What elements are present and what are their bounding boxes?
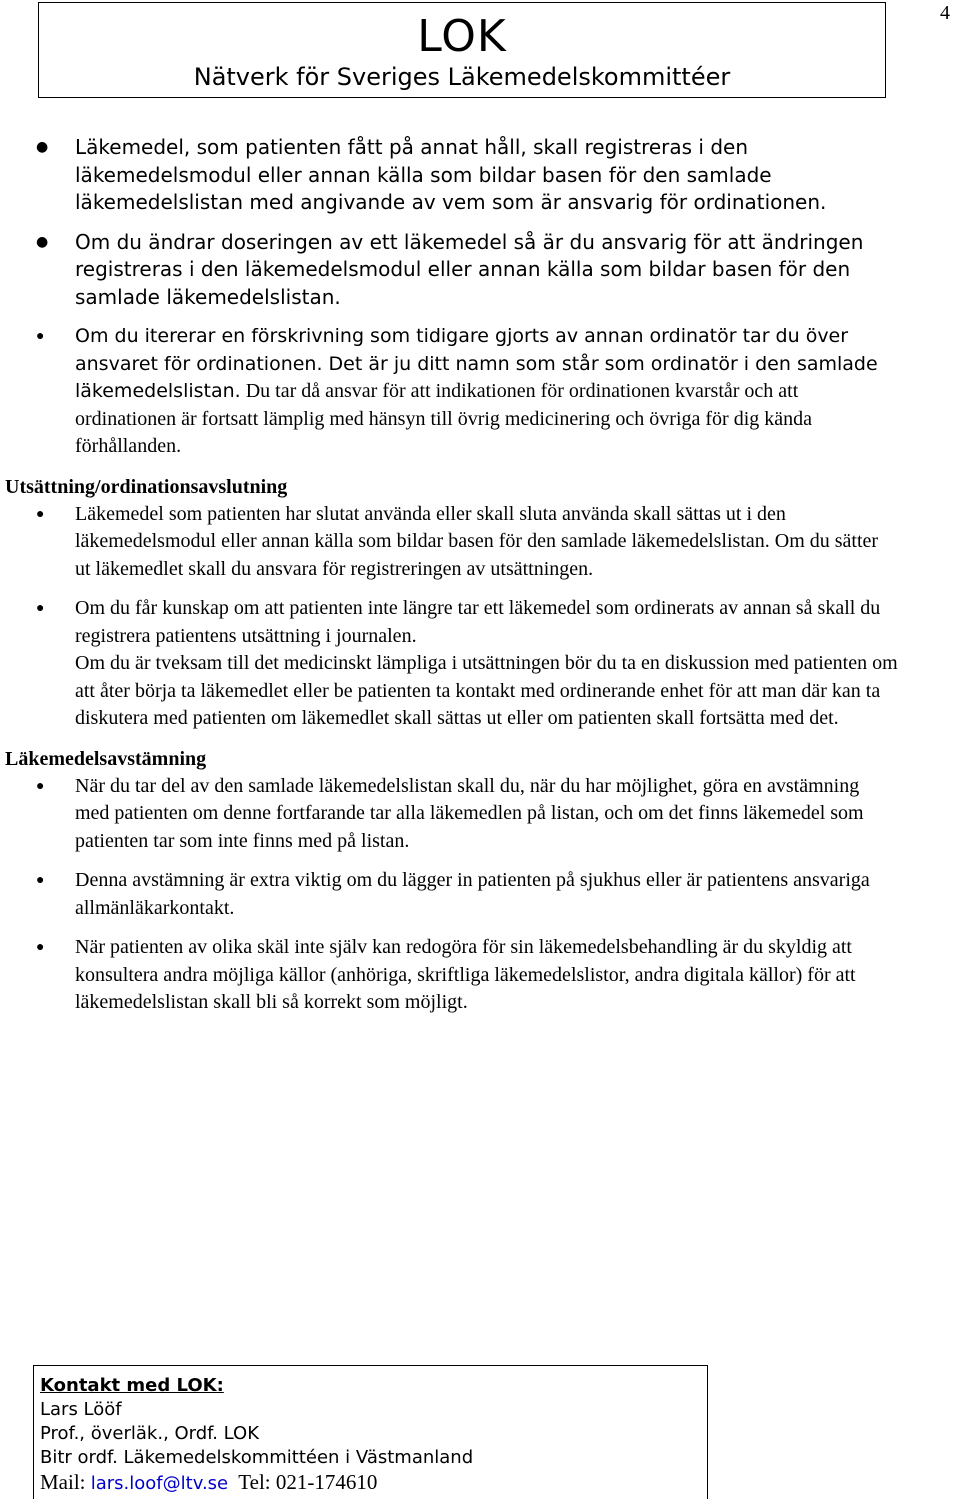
bullet-icon: ● <box>36 329 45 344</box>
list-item <box>0 501 960 584</box>
utsattning-bullet-list <box>0 501 960 733</box>
list-item-text: Läkemedel som patienten har slutat använda eller skall sluta använda skall sättas ut i den läkemedelsmodul eller annan källa som bildar basen för den samlade läkemedelslistan. Om du sätter ut läkemedlet skall du ansvara för registreringen av utsättningen. <box>75 502 879 580</box>
header-subtitle: Nätverk för Sveriges Läkemedelskommittéer <box>193 63 731 91</box>
list-item-text: Denna avstämning är extra viktig om du lägger in patienten på sjukhus eller är patientens ansvariga allmänläkarkontakt. <box>75 869 870 919</box>
list-item-text: Läkemedel, som patienten fått på annat håll, skall registreras i den läkemedelsmodul eller annan källa som bildar basen för den samlade läkemedelslistan med angivande av vem som är ansvarig för ordinationen. <box>75 135 827 214</box>
contact-mail-row <box>40 1470 707 1496</box>
contact-email-link[interactable]: lars.loof@ltv.se <box>90 1473 229 1494</box>
list-item-text-part2: Du tar då ansvar för att indikationen för ordinationen kvarstår och att ordinationen är fortsatt lämplig med hänsyn till övrig medicinering och övriga för dig kända förhållanden. <box>75 380 813 457</box>
list-item <box>0 229 960 312</box>
avstamning-bullet-list <box>0 773 960 1017</box>
document-body <box>0 134 960 1029</box>
list-item-text: När du tar del av den samlade läkemedelslistan skall du, när du har möjlighet, göra en avstämning med patienten om denne fortfarande tar alla läkemedlen på listan, och om det finns läkemedel som patienten tar som inte finns med på listan. <box>75 774 864 852</box>
list-item-text-part1: Om du itererar en förskrivning som tidigare gjorts av annan ordinatör tar du över ansvaret för ordinationen. Det är ju ditt namn som står som ordinatör i den samlade läkemedelslistan. <box>75 325 878 402</box>
list-item <box>0 934 960 1017</box>
list-item <box>0 867 960 922</box>
list-item <box>0 323 960 461</box>
contact-role: Bitr ordf. Läkemedelskommittéen i Västmanland <box>40 1447 474 1468</box>
list-item-text: Om du får kunskap om att patienten inte längre tar ett läkemedel som ordinerats av annan så skall du registrera patientens utsättning i journalen. <box>75 597 881 647</box>
bullet-icon: ● <box>36 601 45 616</box>
bullet-icon: ● <box>36 778 45 794</box>
list-item <box>0 134 960 217</box>
contact-heading: Kontakt med LOK: <box>40 1375 224 1396</box>
bullet-icon: ● <box>36 873 45 888</box>
bullet-icon: ● <box>36 233 49 250</box>
contact-name: Lars Lööf <box>40 1399 122 1420</box>
contact-mail-label: Mail: <box>40 1470 91 1494</box>
intro-bullet-list <box>0 134 960 461</box>
list-item-text: När patienten av olika skäl inte själv kan redogöra för sin läkemedelsbehandling är du skyldig att konsultera andra möjliga källor (anhöriga, skriftliga läkemedelslistor, andra digitala källor) för att läkemedelslistan skall bli så korrekt som möjligt. <box>75 936 856 1013</box>
list-item <box>0 595 960 733</box>
section-heading-utsattning: Utsättning/ordinationsavslutning <box>5 475 288 498</box>
contact-title: Prof., överläk., Ordf. LOK <box>40 1423 260 1444</box>
contact-box <box>33 1365 708 1499</box>
list-item-text-continued: Om du är tveksam till det medicinskt lämpliga i utsättningen bör du ta en diskussion med patienten om att åter börja ta läkemedlet eller be patienten ta kontakt med ordinerande enhet för att man där kan ta diskutera med patienten om läkemedlet skall sättas ut eller om patienten skall fortsätta med det. <box>75 652 898 729</box>
bullet-icon: ● <box>36 506 45 522</box>
bullet-icon: ● <box>36 940 45 955</box>
header-box <box>38 2 886 98</box>
page-number: 4 <box>940 2 950 24</box>
contact-phone: Tel: 021-174610 <box>228 1470 378 1494</box>
list-item <box>0 773 960 856</box>
list-item-text: Om du ändrar doseringen av ett läkemedel så är du ansvarig för att ändringen registreras i den läkemedelsmodul eller annan källa som bildar basen för den samlade läkemedelslistan. <box>75 229 864 309</box>
section-heading-avstamning: Läkemedelsavstämning <box>5 747 207 770</box>
header-title: LOK <box>417 11 507 62</box>
bullet-icon: ● <box>36 139 49 155</box>
